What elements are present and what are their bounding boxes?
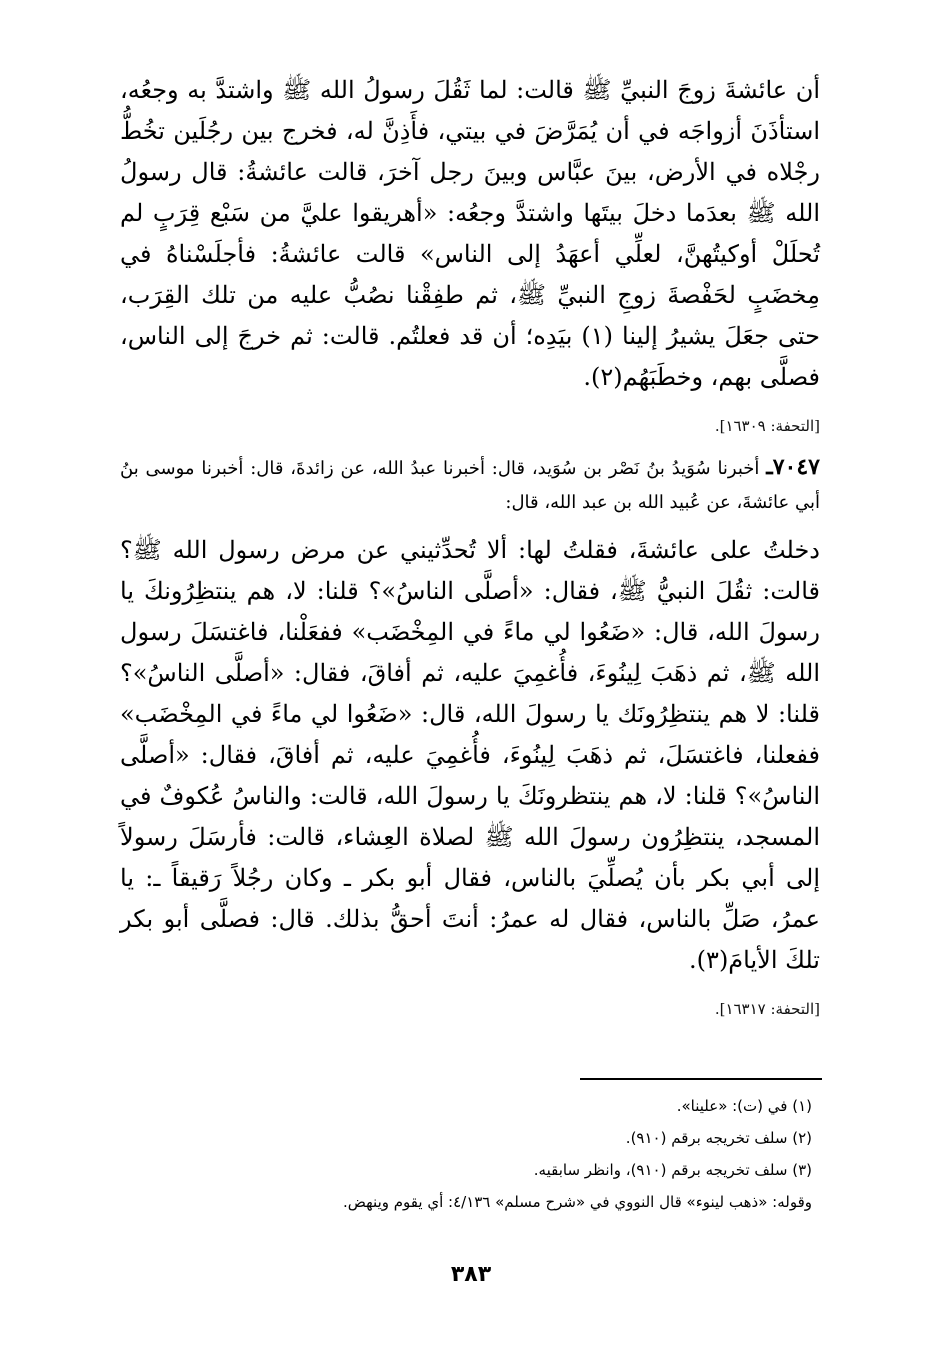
hadith-isnad xyxy=(120,450,820,520)
isnad-text: أخبرنا سُوَيدُ بنُ نَصْر بن سُوَيد، قال: أخبرنا عبدُ الله، عن زائدةَ، قال: أخبرنا موسى بنُ أبي عائشةَ، عن عُبيد الله بن عبد الله، قال: xyxy=(120,458,820,513)
tuhfa-reference: [التحفة: ١٦٣١٧]. xyxy=(714,1000,820,1018)
page-number: ٣٨٣ xyxy=(450,1262,492,1287)
page-body xyxy=(120,70,820,1033)
footnote-3: (٣) سلف تخريجه برقم (٩١٠)، وانظر سابقيه. xyxy=(533,1161,812,1179)
hadith-text-continuation: أن عائشةَ زوجَ النبيِّ ﷺ قالت: لما ثَقُلَ رسولُ الله ﷺ واشتدَّ به وجعُه، استأذَنَ أزواجَه في أن يُمَرَّضَ في بيتي، فأَذِنَّ له، فخرج بين رجُلَين تخُطُّ رجْلاه في الأرض، بينَ عبَّاس وبينَ رجل آخرَ، قالت عائشةُ: قال رسولُ الله ﷺ بعدَما دخلَ بيتَها واشتدَّ وجعُه: «أهريقوا عليَّ من سَبْع قِرَبٍ لم تُحلَلْ أوكيتُهنَّ، لعلِّي أعهَدُ إلى الناس» قالت عائشةُ: فأجلَسْناهُ في مِخضَبٍ لحَفْصةَ زوجِ النبيِّ ﷺ، ثم طفِقْنا نصُبُّ عليه من تلك القِرَب، حتى جعَلَ يشيرُ إلينا (١) بيَدِه؛ أن قد فعلتُم. قالت: ثم خرجَ إلى الناس، فصلَّى بهم، وخطَبَهُم(٢). xyxy=(120,76,821,391)
footnotes xyxy=(120,1090,820,1218)
footnote-1: (١) في (ت): «علينا». xyxy=(676,1097,812,1115)
footnote-3-continuation: وقوله: «ذهب لينوء» قال النووي في «شرح مسلم» ٤/١٣٦: أي يقوم وينهض. xyxy=(343,1193,812,1211)
footnote-2: (٢) سلف تخريجه برقم (٩١٠). xyxy=(625,1129,812,1147)
tuhfa-reference: [التحفة: ١٦٣٠٩]. xyxy=(714,417,820,435)
hadith-number: ٧٠٤٧ـ xyxy=(766,454,820,480)
hadith-text: دخلتُ على عائشةَ، فقلتُ لها: ألا تُحدِّثيني عن مرض رسول الله ﷺ؟ قالت: ثقُلَ النبيُّ ﷺ، فقال: «أصلَّى الناسُ»؟ قلنا: لا، هم ينتظِرُونكَ يا رسولَ الله، قال: «ضَعُوا لي ماءً في المِخْضَب» ففعَلْنا، فاغتسَلَ رسول الله ﷺ، ثم ذهَبَ لِينُوءَ، فأُغمِيَ عليه، ثم أفاقَ، فقال: «أصلَّى الناسُ»؟ قلنا: لا هم ينتظِرُونَك يا رسولَ الله، قال: «ضَعُوا لي ماءً في المِخْضَب» ففعلنا، فاغتسَلَ، ثم ذهَبَ لِينُوءَ، فأُغمِيَ عليه، ثم أفاقَ، فقال: «أصلَّى الناسُ»؟ قلنا: لا، هم ينتظرونَكَ يا رسولَ الله، قالت: والناسُ عُكوفٌ في المسجد، ينتظِرُون رسولَ الله ﷺ لصلاة العِشاء، قالت: فأرسَلَ رسولاً إلى أبي بكر بأن يُصلِّيَ بالناس، فقال أبو بكر ـ وكان رجُلاً رَقيقاً ـ: يا عمرُ، صَلِّ بالناس، فقال له عمرُ: أنتَ أحقُّ بذلك. قال: فصلَّى أبو بكر تلكَ الأيامَ(٣). xyxy=(120,536,820,974)
footnote-divider xyxy=(580,1078,822,1080)
